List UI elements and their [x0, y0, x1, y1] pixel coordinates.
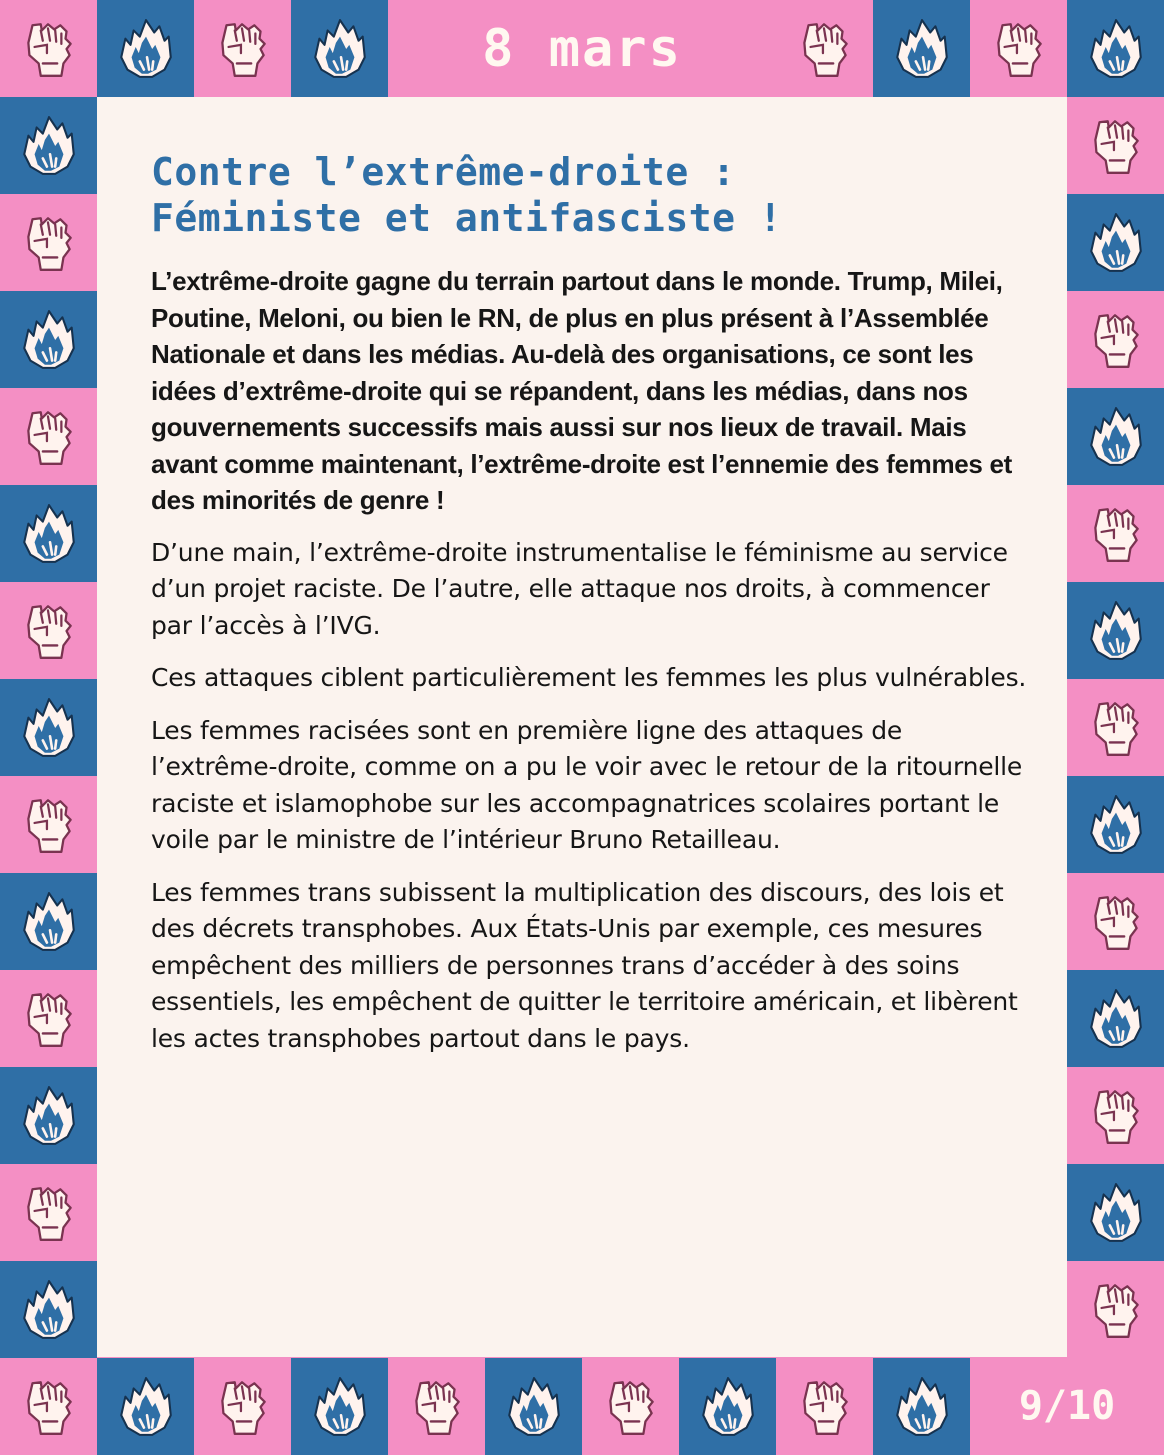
date-label: 8 mars	[482, 18, 682, 79]
flame-icon	[0, 485, 97, 582]
flame-icon	[1067, 970, 1164, 1067]
flame-icon	[1067, 194, 1164, 291]
flame-icon	[291, 1358, 388, 1455]
title-line-2: Féministe et antifasciste !	[151, 196, 783, 240]
raised-fist-icon	[776, 1358, 873, 1455]
flame-icon	[1067, 582, 1164, 679]
raised-fist-icon	[0, 388, 97, 485]
raised-fist-icon	[1067, 873, 1164, 970]
raised-fist-icon	[194, 0, 291, 97]
flame-icon	[1067, 776, 1164, 873]
raised-fist-icon	[0, 970, 97, 1067]
paragraph-2: Ces attaques ciblent particulièrement les femmes les plus vulnérables.	[151, 663, 1027, 692]
raised-fist-icon	[0, 0, 97, 97]
raised-fist-icon	[1067, 679, 1164, 776]
flame-icon	[97, 1358, 194, 1455]
raised-fist-icon	[582, 1358, 679, 1455]
raised-fist-icon	[0, 1358, 97, 1455]
flame-icon	[0, 97, 97, 194]
raised-fist-icon	[0, 582, 97, 679]
paragraph-1: D’une main, l’extrême-droite instrumentalise le féminisme au service d’un projet raciste. De l’autre, elle attaque nos droits, à commencer par l’accès à l’IVG.	[151, 537, 1008, 640]
paragraph-4: Les femmes trans subissent la multiplication des discours, des lois et des décrets transphobes. Aux États-Unis par exemple, ces mesures empêchent des milliers de personnes trans d’accéder à des soins essentiels, les empêchent de quitter le territoire américain, et libèrent les actes transphobes partout dans le pays.	[151, 877, 1018, 1053]
flame-icon	[0, 1261, 97, 1358]
content-panel	[97, 97, 1067, 1357]
flame-icon	[873, 1358, 970, 1455]
flame-icon	[1067, 388, 1164, 485]
raised-fist-icon	[1067, 485, 1164, 582]
flame-icon	[485, 1358, 582, 1455]
raised-fist-icon	[1067, 291, 1164, 388]
flame-icon	[97, 0, 194, 97]
article-title	[151, 149, 1027, 241]
raised-fist-icon	[388, 1358, 485, 1455]
raised-fist-icon	[1067, 1067, 1164, 1164]
flame-icon	[0, 291, 97, 388]
article	[151, 149, 1027, 1073]
flame-icon	[291, 0, 388, 97]
paragraph-3: Les femmes racisées sont en première ligne des attaques de l’extrême-droite, comme on a pu le voir avec le retour de la ritournelle raciste et islamophobe sur les accompagnatrices scolaires portant le voile par le ministre de l’intérieur Bruno Retailleau.	[151, 715, 1023, 854]
title-line-1: Contre l’extrême-droite :	[151, 150, 736, 194]
flame-icon	[0, 1067, 97, 1164]
raised-fist-icon	[970, 0, 1067, 97]
raised-fist-icon	[194, 1358, 291, 1455]
raised-fist-icon	[0, 1164, 97, 1261]
lead-paragraph: L’extrême-droite gagne du terrain partout dans le monde. Trump, Milei, Poutine, Meloni, ou bien le RN, de plus en plus présent à l’Assemblée Nationale et dans les médias. Au-delà des organisations, ce sont les idées d’extrême-droite qui se répandent, dans les médias, dans nos gouvernements successifs mais aussi sur nos lieux de travail. Mais avant comme maintenant, l’extrême-droite est l’ennemie des femmes et des minorités de genre !	[151, 266, 1013, 515]
page-number: 9/10	[1018, 1382, 1116, 1429]
raised-fist-icon	[776, 0, 873, 97]
flame-icon	[0, 873, 97, 970]
raised-fist-icon	[1067, 1261, 1164, 1358]
flame-icon	[873, 0, 970, 97]
raised-fist-icon	[1067, 97, 1164, 194]
flame-icon	[0, 679, 97, 776]
raised-fist-icon	[0, 194, 97, 291]
raised-fist-icon	[0, 776, 97, 873]
flame-icon	[679, 1358, 776, 1455]
page-indicator	[970, 1357, 1164, 1454]
flame-icon	[1067, 0, 1164, 97]
flame-icon	[1067, 1164, 1164, 1261]
date-banner	[388, 0, 776, 97]
